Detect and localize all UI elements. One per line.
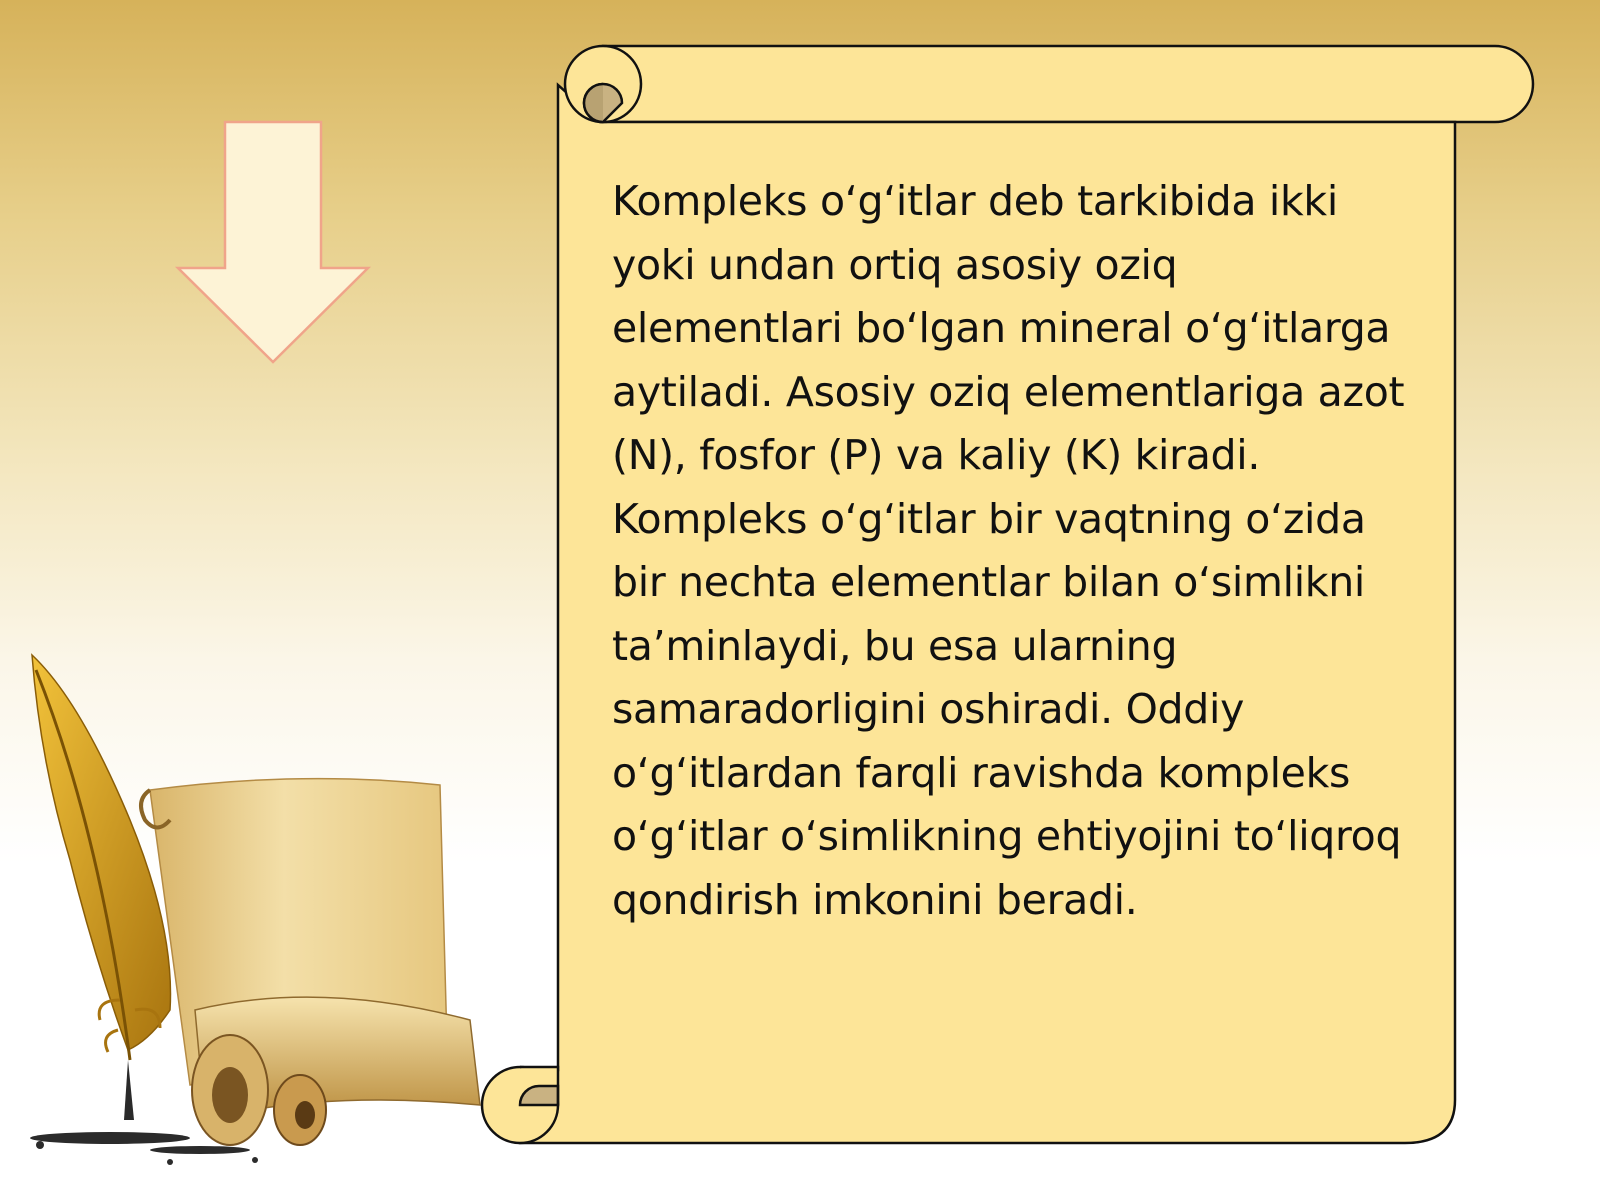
body-text: Kompleks o‘g‘itlar deb tarkibida ikki yoki undan ortiq asosiy oziq elementlari bo‘lgan mineral o‘g‘itlarga aytiladi. Asosiy oziq elementlariga azot (N), fosfor (P) va kaliy (K) kiradi. Kompleks o‘g‘itlar bir vaqtning o‘zida bir nechta elementlar bilan o‘simlikni ta’minlaydi, bu esa ularning samaradorligini oshiradi. Oddiy o‘g‘itlardan farqli ravishda kompleks o‘g‘itlar o‘simlikning ehtiyojini to‘liqroq qondirish imkonini beradi. <box>612 177 1405 924</box>
